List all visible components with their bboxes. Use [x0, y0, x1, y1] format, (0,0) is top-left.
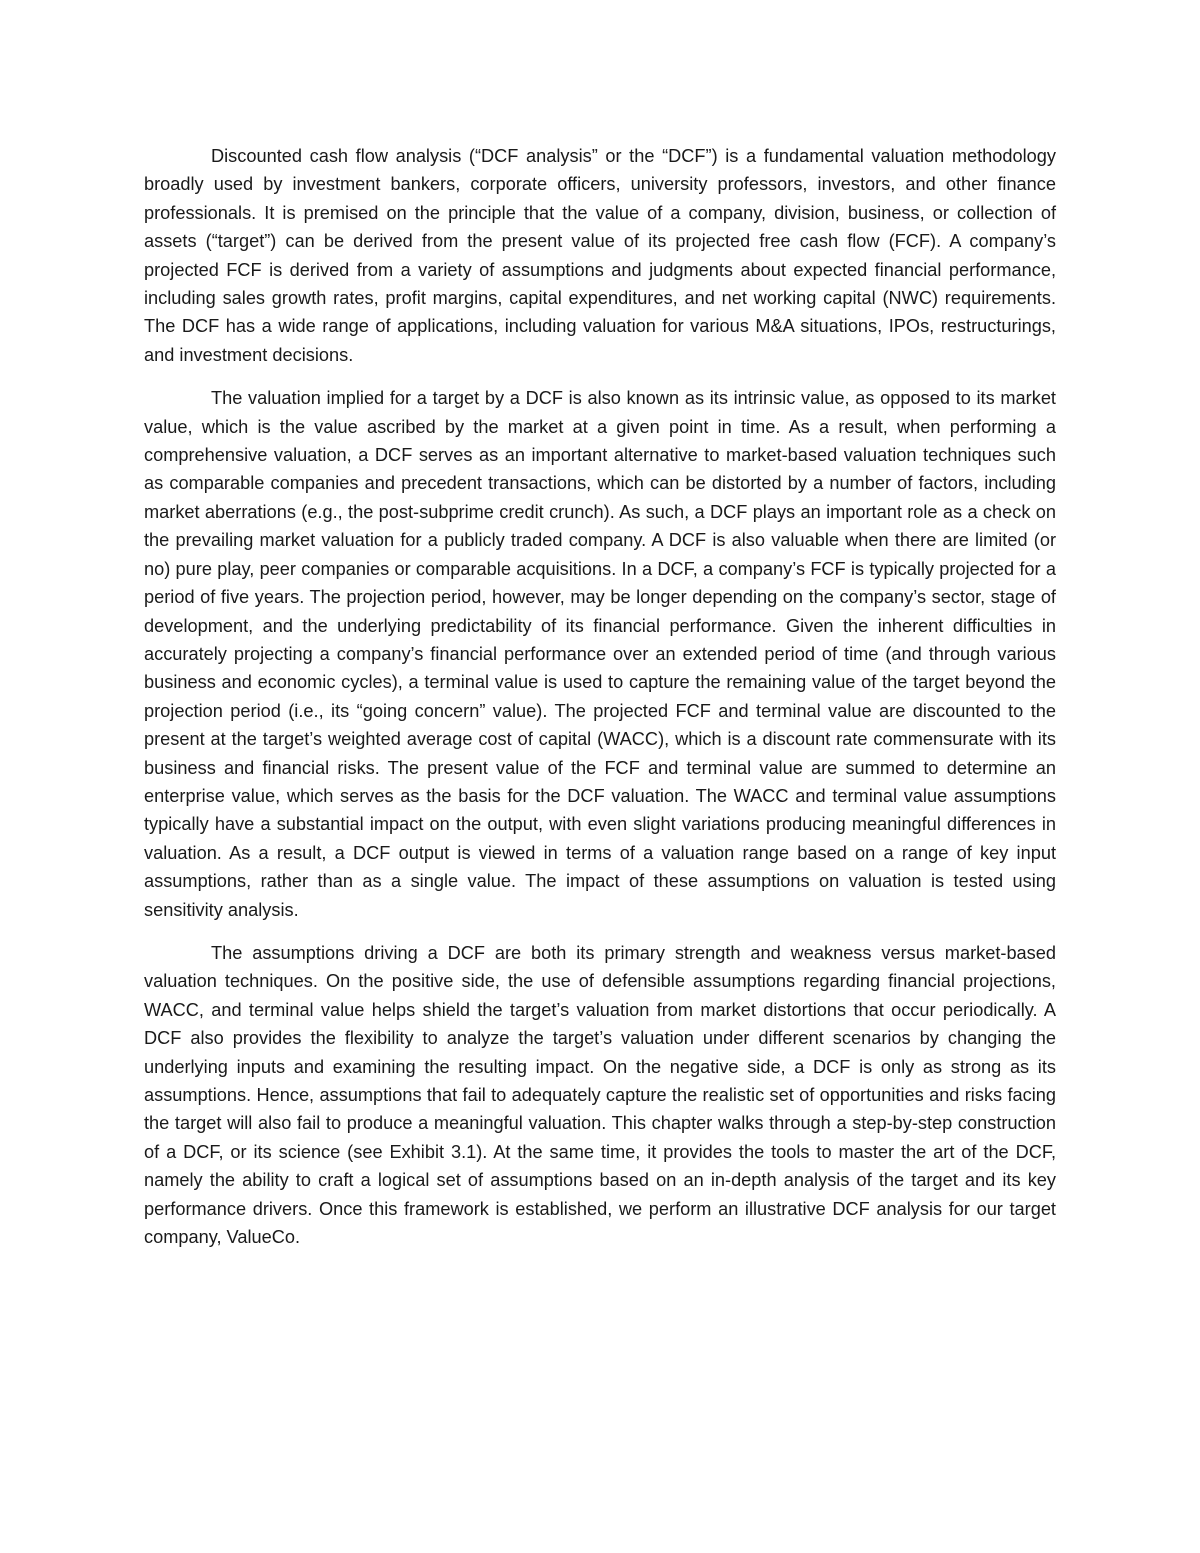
paragraph-dcf-definition: Discounted cash flow analysis (“DCF analysis” or the “DCF”) is a fundamental valuation methodology broadly used by investment bankers, corporate officers, university professors, investors, and other finance professionals. It is premised on the principle that the value of a company, division, business, or collection of assets (“target”) can be derived from the present value of its projected free cash flow (FCF). A company’s projected FCF is derived from a variety of assumptions and judgments about expected financial performance, including sales growth rates, profit margins, capital expenditures, and net working capital (NWC) requirements. The DCF has a wide range of applications, including valuation for various M&A situations, IPOs, restructurings, and investment decisions. [144, 146, 1056, 365]
paragraph-assumptions: The assumptions driving a DCF are both its primary strength and weakness versus market-based valuation techniques. On the positive side, the use of defensible assumptions regarding financial projections, WACC, and terminal value helps shield the target’s valuation from market distortions that occur periodically. A DCF also provides the flexibility to analyze the target’s valuation under different scenarios by changing the underlying inputs and examining the resulting impact. On the negative side, a DCF is only as strong as its assumptions. Hence, assumptions that fail to adequately capture the realistic set of opportunities and risks facing the target will also fail to produce a meaningful valuation. This chapter walks through a step-by-step construction of a DCF, or its science (see Exhibit 3.1). At the same time, it provides the tools to master the art of the DCF, namely the ability to craft a logical set of assumptions based on an in-depth analysis of the target and its key performance drivers. Once this framework is established, we perform an illustrative DCF analysis for our target company, ValueCo. [144, 942, 1056, 1248]
paragraph-intrinsic-value: The valuation implied for a target by a DCF is also known as its intrinsic value, as opposed to its market value, which is the value ascribed by the market at a given point in time. As a result, when performing a comprehensive valuation, a DCF serves as an important alternative to market-based valuation techniques such as comparable companies and precedent transactions, which can be distorted by a number of factors, including market aberrations (e.g., the post-subprime credit crunch). As such, a DCF plays an important role as a check on the prevailing market valuation for a publicly traded company. A DCF is also valuable when there are limited (or no) pure play, peer companies or comparable acquisitions. In a DCF, a company’s FCF is typically projected for a period of five years. The projection period, however, may be longer depending on the company’s sector, stage of development, and the underlying predictability of its financial performance. Given the inherent difficulties in accurately projecting a company’s financial performance over an extended period of time (and through various business and economic cycles), a terminal value is used to capture the remaining value of the target beyond the projection period (i.e., its “going concern” value). The projected FCF and terminal value are discounted to the present at the target’s weighted average cost of capital (WACC), which is a discount rate commensurate with its business and financial risks. The present value of the FCF and terminal value are summed to determine an enterprise value, which serves as the basis for the DCF valuation. The WACC and terminal value assumptions typically have a substantial impact on the output, with even slight variations producing meaningful differences in valuation. As a result, a DCF output is viewed in terms of a valuation range based on a range of key input assumptions, rather than as a single value. The impact of these assumptions on valuation is tested using sensitivity analysis. [144, 388, 1056, 920]
